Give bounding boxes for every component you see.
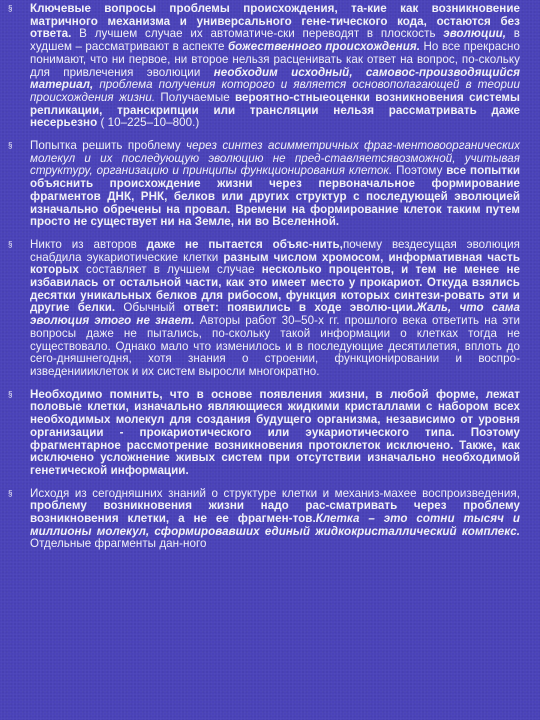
text-run: Ключевые вопросы проблемы происхождения, та-кие как возникновение матричного механизма и универсального гене-тического кода, остаются без ответа.	[30, 2, 520, 41]
text-run: в худшем – рассматривают в аспекте	[30, 27, 520, 54]
bullet-marker: §	[8, 4, 13, 13]
text-run: божественного происхождения.	[227, 40, 420, 54]
bullet-list	[8, 3, 520, 551]
text-run: Никто из авторов	[30, 237, 147, 251]
text-run: В лучшем случае их автоматиче-ски переводят в плоскость	[71, 27, 444, 41]
text-run: разным числом хромосом, информативная часть которых	[30, 250, 521, 277]
paragraph-text	[30, 487, 520, 551]
text-run: почему вездесущая эволюция снабдила эукариотические клетки	[30, 237, 521, 264]
text-run: ( 10–225–10–800.)	[97, 116, 200, 130]
text-run: Поэтому	[392, 164, 447, 178]
text-run: составляет в лучшем случае	[78, 263, 262, 277]
bullet-marker: §	[8, 389, 13, 399]
text-run: проблему возникновения жизни надо рас-сматривать через проблему возникновения клетки, а не ее фрагмен-тов.	[30, 499, 520, 526]
paragraph-text	[30, 2, 520, 129]
text-run: ответ: появились в ходе эволю-ции.	[183, 301, 417, 315]
text-run: Исходя из сегодняшних знаний о структуре клетки и механиз-махее воспроизведения,	[30, 486, 520, 500]
bullet-marker: §	[8, 488, 13, 498]
text-run: Необходимо помнить, что в основе появления жизни, в любой форме, лежат половые клетки, изначально являющиеся жидкими кристаллами с набором всех необходимых молекул для создания будущего организма, независимо от уровня организации - прокариотического или эукариотического типа. Поэтому фрагментарное рассмотрение возникновения протоклеток исключено. Также, как исключено усложнение живых систем при отсутствии изначально необходимой генетической информации.	[30, 387, 520, 477]
text-run: Получаемые	[155, 90, 236, 104]
text-run: даже не пытается объяс-нить,	[146, 237, 343, 251]
text-run: проблема получения которого и является основополагающей в теории происхождения жизни.	[30, 78, 520, 104]
text-run: необходим исходный, самовос-производящийся материал,	[30, 65, 521, 92]
paragraph-text	[30, 388, 520, 477]
text-run: Но все прекрасно понимают, что ни первое, ни второе нельзя расценивать как ответ на вопрос, по-скольку для привлечения эволюции	[30, 40, 520, 79]
paragraph-2	[8, 140, 520, 229]
paragraph-5	[8, 488, 520, 552]
text-run: вероятно-стныеоценки возникновения системы репликации, транскрипции или трансляции нельзя рассматривать даже несерьезно	[30, 90, 521, 130]
paragraph-3	[8, 239, 520, 379]
paragraph-1	[8, 3, 520, 130]
text-run: эволюции,	[443, 27, 507, 41]
text-run: Попытка решить проблему	[30, 139, 187, 153]
bullet-marker: §	[8, 239, 13, 249]
text-run: Авторы работ 30–50-х гг. прошлого века ответить на эти вопросы даже не пытались, по-скольку такой информации о клетках тогда не существовало. Однако мало что изменилось и в последующие десятилетия, вплоть до сего-дняшнегодня, хотя знания о строении, функционировании и воспро-изведениииклеток и их систем выросли многократно.	[30, 314, 520, 378]
bullet-marker: §	[8, 141, 13, 151]
paragraph-text	[30, 238, 520, 378]
text-run: несколько процентов, и тем не менее не избавилась от остальной части, как это имеет место у прокариот. Откуда взялись десятки уникальных белков для рибосом, функция которых синтези-ровать эти и другие белки.	[30, 263, 521, 315]
text-run: Отдельные фрагменты дан-ного	[30, 537, 207, 551]
paragraph-4	[8, 389, 520, 478]
text-run: через синтез асимметричных фраг-ментовоорганических молекул и их последующую эволюцию не пред-ставляетсявозможной, учитывая структуру, организацию и принципы функционирования клеток.	[30, 139, 520, 178]
text-run: Жаль, что сама эволюция этого не знает.	[30, 301, 521, 328]
text-run: Обычный	[115, 301, 184, 315]
text-run: Клетка – это сотни тысяч и миллионы молекул, сформировавших единый жидкокристаллический комплекс.	[30, 512, 520, 538]
paragraph-text	[30, 139, 520, 228]
text-run: все попытки объяснить происхождение жизни через первоначальное формирование фрагментов ДНК, РНК, белков или других структур с последующей эволюцией изначально обречены на провал. Времени на формирование клеток таким путем просто не существует ни на Земле, ни во Вселенной.	[30, 164, 520, 229]
